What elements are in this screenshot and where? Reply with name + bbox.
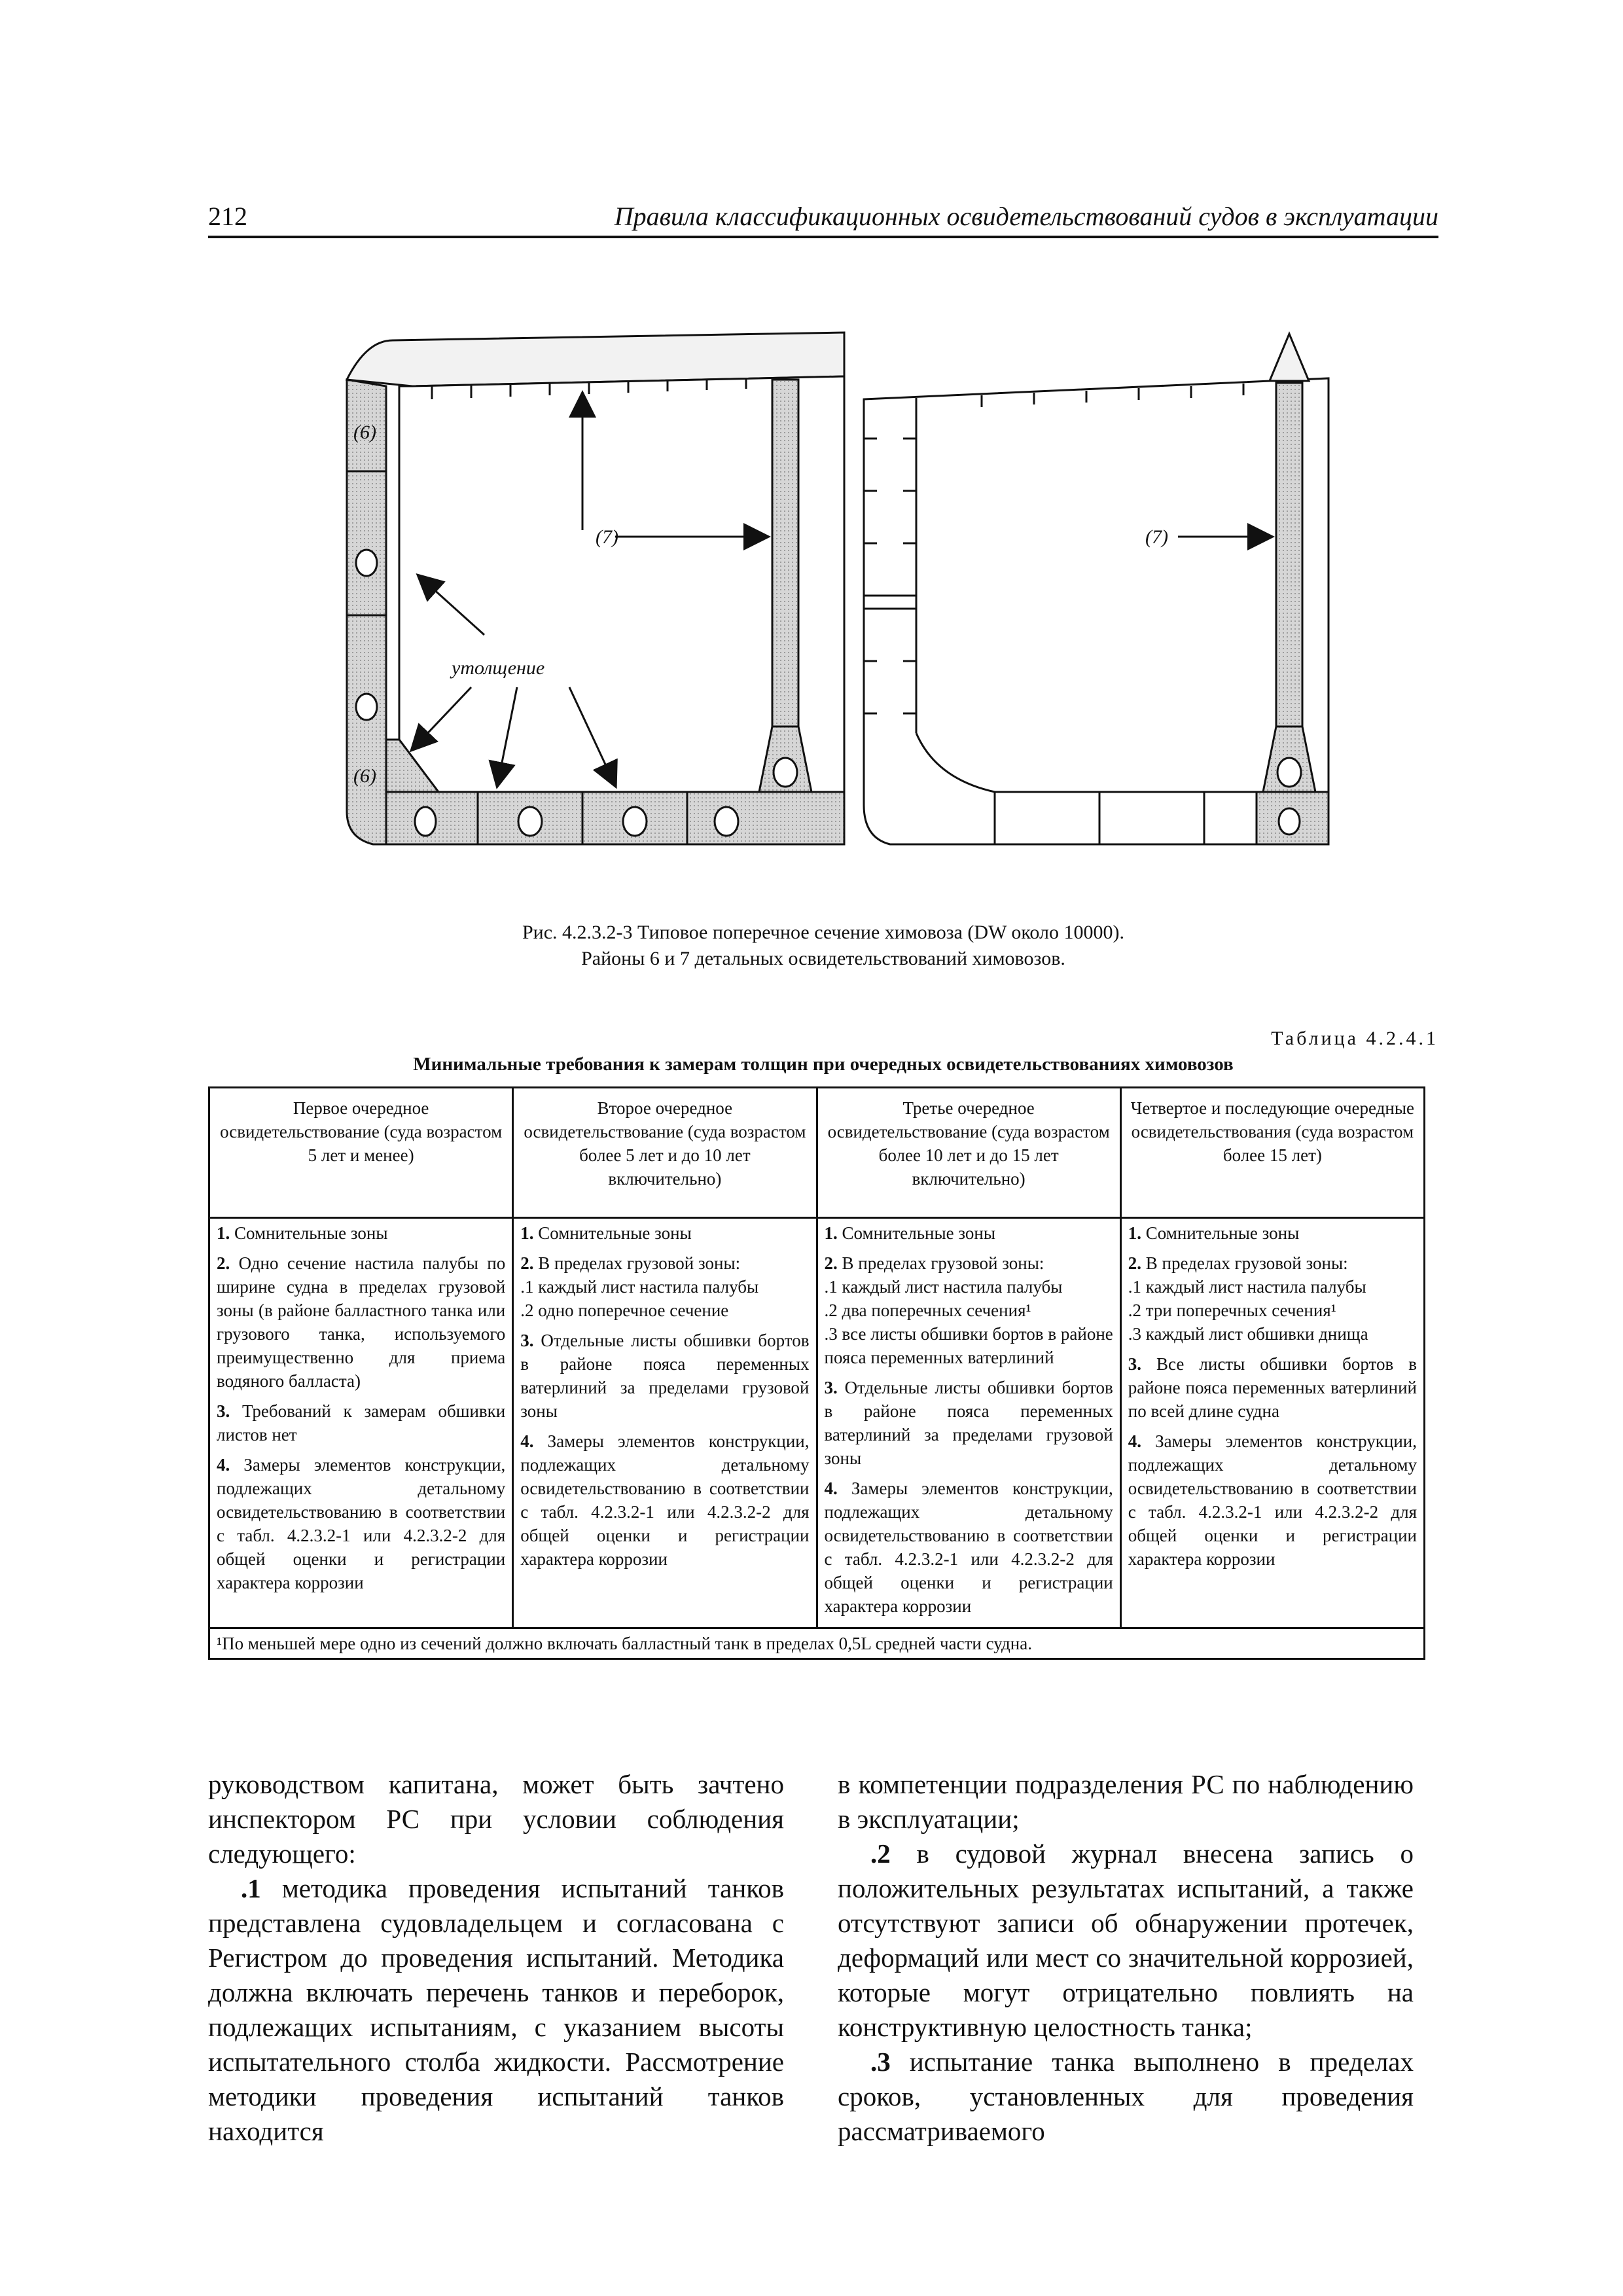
table-footnote: ¹По меньшей мере одно из сечений должно включать балластный танк в пределах 0,5L средней части судна.: [209, 1628, 1425, 1659]
sub-item: .2 три поперечных сечения¹: [1128, 1300, 1336, 1320]
cross-section-drawing: [327, 321, 1348, 870]
item-text: В пределах грузовой зоны:: [1141, 1253, 1348, 1273]
table-header-cell: Первое очередное освидетельствование (суда возрастом 5 лет и менее): [209, 1088, 513, 1218]
body-column-right: [838, 1767, 1414, 2149]
zone7-right-label: (7): [1145, 526, 1168, 548]
requirement-item: [520, 1329, 809, 1423]
running-title: Правила классификационных освидетельствований судов в эксплуатации: [614, 202, 1438, 231]
table-title: Минимальные требования к замерам толщин при очередных освидетельствованиях химовозов: [413, 1054, 1234, 1075]
zone6-top-label: (6): [353, 422, 376, 443]
zone7-left-label: (7): [596, 526, 618, 548]
item-number: 1.: [217, 1223, 230, 1243]
item-number: 2.: [1128, 1253, 1141, 1273]
requirement-item: [1128, 1429, 1417, 1571]
table-header-cell: Третье очередное освидетельствование (суда возрастом более 10 лет и до 15 лет включительно): [817, 1088, 1120, 1218]
item-text: Сомнительные зоны: [837, 1223, 995, 1243]
requirement-item: [217, 1399, 505, 1446]
requirement-item: [825, 1251, 1113, 1369]
zone6-bottom-label: (6): [353, 765, 376, 787]
item-text: Замеры элементов конструкции, подлежащих детальному освидетельствованию в соответствии с табл. 4.2.3.2-1 или 4.2.3.2-2 для общей оценки и регистрации характера коррозии: [217, 1455, 506, 1592]
item-text: Отдельные листы обшивки бортов в районе пояса переменных ватерлиний за пределами грузовой зоны: [824, 1378, 1113, 1468]
figure-caption-line1: Рис. 4.2.3.2-3 Типовое поперечное сечение химовоза (DW около 10000).: [522, 922, 1124, 943]
cross-section-figure: [327, 321, 1348, 870]
requirement-item: [520, 1221, 809, 1245]
item-text: Замеры элементов конструкции, подлежащих детальному освидетельствованию в соответствии с табл. 4.2.3.2-1 или 4.2.3.2-2 для общей оценки и регистрации характера коррозии: [520, 1431, 810, 1569]
item-number: 1.: [824, 1223, 838, 1243]
table-cell: [817, 1218, 1120, 1628]
sub-item: .1 каждый лист настила палубы: [1128, 1277, 1366, 1297]
paragraph-number: .2: [870, 1839, 891, 1869]
body-paragraph: [208, 1871, 784, 2149]
right-section: [864, 334, 1329, 844]
requirement-item: [1128, 1251, 1417, 1346]
item-text: В пределах грузовой зоны:: [837, 1253, 1044, 1273]
table-number: Таблица 4.2.4.1: [1271, 1028, 1438, 1049]
item-number: 4.: [824, 1479, 838, 1498]
sub-item: .2 два поперечных сечения¹: [824, 1300, 1031, 1320]
item-text: Сомнительные зоны: [1141, 1223, 1300, 1243]
requirement-item: [217, 1453, 505, 1594]
item-number: 4.: [1128, 1431, 1141, 1451]
table-footnote-row: [209, 1628, 1425, 1659]
body-paragraph: [208, 1767, 784, 1871]
requirement-item: [520, 1429, 809, 1571]
item-text: Сомнительные зоны: [533, 1223, 692, 1243]
requirement-item: [1128, 1221, 1417, 1245]
item-number: 4.: [520, 1431, 534, 1451]
thickness-requirements-table: [208, 1086, 1425, 1660]
requirement-item: [825, 1477, 1113, 1618]
body-paragraph: [838, 1837, 1414, 2045]
sub-item: .1 каждый лист настила палубы: [824, 1277, 1063, 1297]
requirement-item: [217, 1221, 505, 1245]
item-number: 2.: [824, 1253, 838, 1273]
item-text: Требований к замерам обшивки листов нет: [217, 1401, 506, 1444]
table-row: [209, 1218, 1425, 1628]
item-number: 1.: [520, 1223, 534, 1243]
figure-caption: [208, 920, 1438, 972]
requirement-item: [825, 1221, 1113, 1245]
body-column-left: [208, 1767, 784, 2149]
paragraph-text: методика проведения испытаний танков представлена судовладельцем и согласована с Регистром до проведения испытаний. Методика должна включать перечень танков и переборок, подлежащих испытаниям, с указанием высоты испытательного столба жидкости. Рассмотрение методики проведения испытаний танков находится: [208, 1873, 784, 2146]
item-number: 3.: [520, 1331, 534, 1350]
sub-item: .2 одно поперечное сечение: [520, 1300, 729, 1320]
page-header: [208, 196, 1438, 238]
item-number: 4.: [217, 1455, 230, 1475]
sub-item: .3 все листы обшивки бортов в районе пояса переменных ватерлиний: [824, 1324, 1113, 1367]
body-paragraph: [838, 1767, 1414, 1837]
page-number: 212: [208, 202, 247, 231]
paragraph-text: руководством капитана, может быть зачтено инспектором РС при условии соблюдения следующего:: [208, 1769, 784, 1869]
item-text: Замеры элементов конструкции, подлежащих детальному освидетельствованию в соответствии с табл. 4.2.3.2-1 или 4.2.3.2-2 для общей оценки и регистрации характера коррозии: [824, 1479, 1113, 1616]
table-header-cell: Четвертое и последующие очередные освидетельствования (суда возрастом более 15 лет): [1120, 1088, 1424, 1218]
item-text: Сомнительные зоны: [230, 1223, 388, 1243]
thickening-label: утолщение: [452, 657, 545, 679]
table-cell: [513, 1218, 817, 1628]
item-number: 2.: [217, 1253, 230, 1273]
sub-item: .1 каждый лист настила палубы: [520, 1277, 759, 1297]
requirement-item: [1128, 1352, 1417, 1423]
table-body: [209, 1218, 1425, 1628]
paragraph-text: испытание танка выполнено в пределах сроков, установленных для проведения рассматриваемого: [838, 2047, 1414, 2146]
item-text: В пределах грузовой зоны:: [533, 1253, 741, 1273]
requirement-item: [217, 1251, 505, 1393]
item-number: 3.: [217, 1401, 230, 1421]
requirement-item: [520, 1251, 809, 1322]
item-number: 2.: [520, 1253, 534, 1273]
figure-caption-line2: Районы 6 и 7 детальных освидетельствований химовозов.: [581, 948, 1065, 969]
table-header-row: [209, 1088, 1425, 1218]
item-number: 3.: [1128, 1354, 1141, 1374]
paragraph-text: в судовой журнал внесена запись о положительных результатах испытаний, а также отсутствуют записи об обнаружении протечек, деформаций или мест со значительной коррозией, которые могут отрицательно повлиять на конструктивную целостность танка;: [838, 1839, 1414, 2042]
requirement-item: [825, 1376, 1113, 1470]
left-section: [347, 332, 844, 844]
table-cell: [1120, 1218, 1424, 1628]
paragraph-number: .3: [870, 2047, 891, 2077]
item-number: 1.: [1128, 1223, 1141, 1243]
table-cell: [209, 1218, 513, 1628]
table-header-cell: Второе очередное освидетельствование (суда возрастом более 5 лет и до 10 лет включительно): [513, 1088, 817, 1218]
paragraph-text: в компетенции подразделения РС по наблюдению в эксплуатации;: [838, 1769, 1414, 1834]
paragraph-number: .1: [241, 1873, 261, 1903]
sub-item: .3 каждый лист обшивки днища: [1128, 1324, 1368, 1344]
item-text: Отдельные листы обшивки бортов в районе пояса переменных ватерлиний за пределами грузовой зоны: [520, 1331, 810, 1421]
item-number: 3.: [824, 1378, 838, 1397]
body-paragraph: [838, 2045, 1414, 2149]
item-text: Все листы обшивки бортов в районе пояса переменных ватерлиний по всей длине судна: [1128, 1354, 1417, 1421]
item-text: Замеры элементов конструкции, подлежащих детальному освидетельствованию в соответствии с табл. 4.2.3.2-1 или 4.2.3.2-2 для общей оценки и регистрации характера коррозии: [1128, 1431, 1417, 1569]
item-text: Одно сечение настила палубы по ширине судна в пределах грузовой зоны (в районе балластного танка или грузового танка, используемого преимущественно для приема водяного балласта): [217, 1253, 506, 1391]
